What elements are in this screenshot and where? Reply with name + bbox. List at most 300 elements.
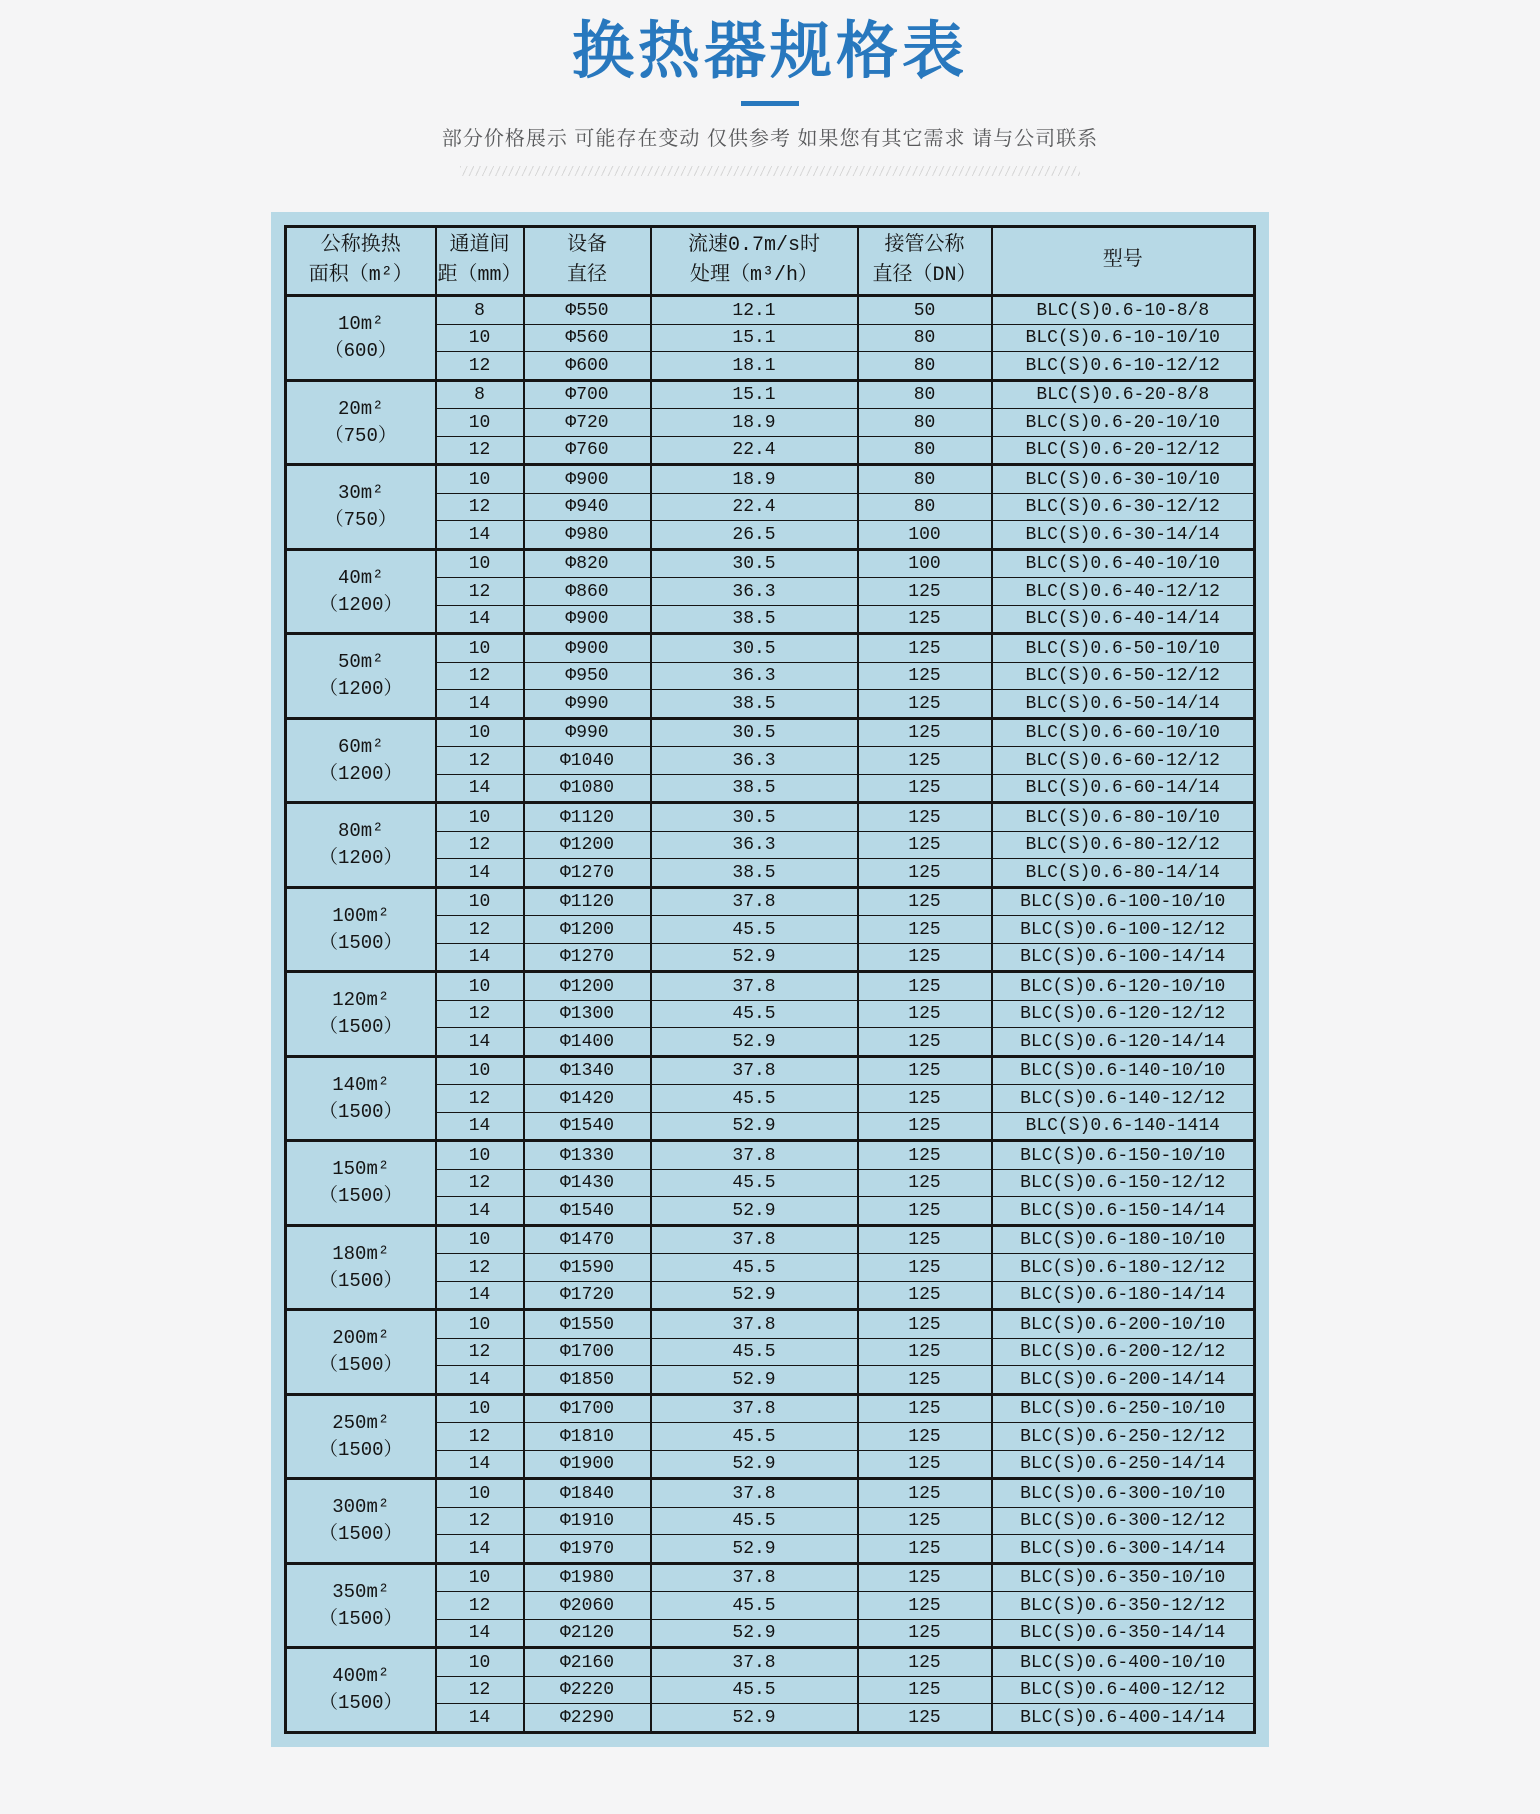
flow-cell: 52.9: [651, 1281, 858, 1310]
spacing-cell: 10: [436, 1141, 524, 1170]
dn-cell: 125: [858, 1169, 992, 1197]
model-cell: BLC(S)0.6-120-12/12: [992, 1000, 1255, 1028]
flow-cell: 45.5: [651, 1085, 858, 1113]
diameter-cell: Φ2290: [524, 1704, 651, 1733]
dn-cell: 125: [858, 943, 992, 972]
dn-cell: 80: [858, 436, 992, 465]
area-cell: 400m² （1500）: [286, 1648, 436, 1733]
model-cell: BLC(S)0.6-300-14/14: [992, 1535, 1255, 1564]
flow-cell: 18.9: [651, 409, 858, 437]
flow-cell: 37.8: [651, 1648, 858, 1677]
flow-cell: 45.5: [651, 1676, 858, 1704]
spacing-cell: 14: [436, 859, 524, 888]
dn-cell: 125: [858, 972, 992, 1001]
dn-cell: 50: [858, 296, 992, 325]
flow-cell: 52.9: [651, 1619, 858, 1648]
diameter-cell: Φ1200: [524, 972, 651, 1001]
table-row: [286, 1479, 1255, 1508]
column-header-area: 公称换热 面积（m²）: [286, 227, 436, 296]
model-cell: BLC(S)0.6-50-14/14: [992, 690, 1255, 719]
model-cell: BLC(S)0.6-30-10/10: [992, 465, 1255, 494]
table-row: [286, 1225, 1255, 1254]
dn-cell: 125: [858, 1592, 992, 1620]
diameter-cell: Φ1840: [524, 1479, 651, 1508]
area-cell: 80m² （1200）: [286, 803, 436, 888]
spacing-cell: 14: [436, 1704, 524, 1733]
flow-cell: 26.5: [651, 521, 858, 550]
dn-cell: 80: [858, 352, 992, 381]
diameter-cell: Φ990: [524, 718, 651, 747]
dn-cell: 125: [858, 803, 992, 832]
flow-cell: 45.5: [651, 1254, 858, 1282]
diameter-cell: Φ900: [524, 605, 651, 634]
area-cell: 180m² （1500）: [286, 1225, 436, 1310]
table-row: [286, 1648, 1255, 1677]
flow-cell: 45.5: [651, 1338, 858, 1366]
flow-cell: 12.1: [651, 296, 858, 325]
flow-cell: 37.8: [651, 1056, 858, 1085]
diameter-cell: Φ860: [524, 578, 651, 606]
model-cell: BLC(S)0.6-180-14/14: [992, 1281, 1255, 1310]
table-row: [286, 972, 1255, 1001]
table-row: [286, 634, 1255, 663]
model-cell: BLC(S)0.6-120-14/14: [992, 1028, 1255, 1057]
spec-table-panel: [271, 212, 1269, 1747]
spacing-cell: 12: [436, 436, 524, 465]
model-cell: BLC(S)0.6-350-14/14: [992, 1619, 1255, 1648]
dn-cell: 125: [858, 1281, 992, 1310]
area-cell: 120m² （1500）: [286, 972, 436, 1057]
spacing-cell: 12: [436, 1423, 524, 1451]
spacing-cell: 14: [436, 690, 524, 719]
dn-cell: 125: [858, 1535, 992, 1564]
diameter-cell: Φ900: [524, 634, 651, 663]
dn-cell: 125: [858, 1000, 992, 1028]
spacing-cell: 12: [436, 1338, 524, 1366]
diameter-cell: Φ1700: [524, 1338, 651, 1366]
model-cell: BLC(S)0.6-10-12/12: [992, 352, 1255, 381]
spacing-cell: 12: [436, 352, 524, 381]
diameter-cell: Φ720: [524, 409, 651, 437]
model-cell: BLC(S)0.6-20-12/12: [992, 436, 1255, 465]
flow-cell: 30.5: [651, 803, 858, 832]
flow-cell: 37.8: [651, 1563, 858, 1592]
model-cell: BLC(S)0.6-140-10/10: [992, 1056, 1255, 1085]
column-header-diameter: 设备 直径: [524, 227, 651, 296]
dn-cell: 80: [858, 409, 992, 437]
model-cell: BLC(S)0.6-400-10/10: [992, 1648, 1255, 1677]
dn-cell: 125: [858, 887, 992, 916]
dn-cell: 125: [858, 831, 992, 859]
table-row: [286, 803, 1255, 832]
diameter-cell: Φ1400: [524, 1028, 651, 1057]
diameter-cell: Φ760: [524, 436, 651, 465]
dn-cell: 125: [858, 1141, 992, 1170]
diameter-cell: Φ1270: [524, 859, 651, 888]
flow-cell: 30.5: [651, 634, 858, 663]
dn-cell: 125: [858, 662, 992, 690]
flow-cell: 37.8: [651, 1225, 858, 1254]
spacing-cell: 14: [436, 1619, 524, 1648]
spacing-cell: 12: [436, 1507, 524, 1535]
diameter-cell: Φ2220: [524, 1676, 651, 1704]
table-row: [286, 380, 1255, 409]
model-cell: BLC(S)0.6-10-10/10: [992, 324, 1255, 352]
flow-cell: 52.9: [651, 1704, 858, 1733]
diameter-cell: Φ1120: [524, 803, 651, 832]
spacing-cell: 10: [436, 549, 524, 578]
dn-cell: 125: [858, 1479, 992, 1508]
dn-cell: 100: [858, 549, 992, 578]
flow-cell: 37.8: [651, 972, 858, 1001]
model-cell: BLC(S)0.6-40-10/10: [992, 549, 1255, 578]
spacing-cell: 14: [436, 1281, 524, 1310]
table-row: [286, 1563, 1255, 1592]
model-cell: BLC(S)0.6-20-10/10: [992, 409, 1255, 437]
spacing-cell: 14: [436, 1112, 524, 1141]
flow-cell: 38.5: [651, 774, 858, 803]
dn-cell: 125: [858, 1676, 992, 1704]
model-cell: BLC(S)0.6-140-1414: [992, 1112, 1255, 1141]
flow-cell: 45.5: [651, 1000, 858, 1028]
spacing-cell: 12: [436, 831, 524, 859]
spacing-cell: 12: [436, 1000, 524, 1028]
dn-cell: 80: [858, 324, 992, 352]
diameter-cell: Φ2120: [524, 1619, 651, 1648]
area-cell: 60m² （1200）: [286, 718, 436, 803]
area-cell: 250m² （1500）: [286, 1394, 436, 1479]
area-cell: 20m² （750）: [286, 380, 436, 465]
model-cell: BLC(S)0.6-300-10/10: [992, 1479, 1255, 1508]
model-cell: BLC(S)0.6-150-12/12: [992, 1169, 1255, 1197]
model-cell: BLC(S)0.6-250-14/14: [992, 1450, 1255, 1479]
spacing-cell: 10: [436, 887, 524, 916]
diameter-cell: Φ1900: [524, 1450, 651, 1479]
spacing-cell: 14: [436, 1535, 524, 1564]
dn-cell: 125: [858, 605, 992, 634]
flow-cell: 18.1: [651, 352, 858, 381]
spacing-cell: 12: [436, 1676, 524, 1704]
diameter-cell: Φ1720: [524, 1281, 651, 1310]
spacing-cell: 14: [436, 1450, 524, 1479]
dn-cell: 125: [858, 859, 992, 888]
flow-cell: 38.5: [651, 605, 858, 634]
dn-cell: 125: [858, 1112, 992, 1141]
area-cell: 100m² （1500）: [286, 887, 436, 972]
diameter-cell: Φ1200: [524, 916, 651, 944]
spacing-cell: 10: [436, 1310, 524, 1339]
flow-cell: 52.9: [651, 1028, 858, 1057]
model-cell: BLC(S)0.6-350-10/10: [992, 1563, 1255, 1592]
flow-cell: 52.9: [651, 943, 858, 972]
dn-cell: 125: [858, 916, 992, 944]
diameter-cell: Φ1080: [524, 774, 651, 803]
dn-cell: 125: [858, 1563, 992, 1592]
diameter-cell: Φ1540: [524, 1112, 651, 1141]
model-cell: BLC(S)0.6-200-12/12: [992, 1338, 1255, 1366]
spacing-cell: 10: [436, 465, 524, 494]
model-cell: BLC(S)0.6-200-10/10: [992, 1310, 1255, 1339]
model-cell: BLC(S)0.6-40-12/12: [992, 578, 1255, 606]
area-cell: 50m² （1200）: [286, 634, 436, 719]
flow-cell: 15.1: [651, 380, 858, 409]
column-header-dn: 接管公称 直径（DN）: [858, 227, 992, 296]
table-row: [286, 1310, 1255, 1339]
flow-cell: 18.9: [651, 465, 858, 494]
diameter-cell: Φ1270: [524, 943, 651, 972]
flow-cell: 22.4: [651, 493, 858, 521]
diameter-cell: Φ1590: [524, 1254, 651, 1282]
dn-cell: 125: [858, 578, 992, 606]
model-cell: BLC(S)0.6-350-12/12: [992, 1592, 1255, 1620]
diameter-cell: Φ1970: [524, 1535, 651, 1564]
model-cell: BLC(S)0.6-250-12/12: [992, 1423, 1255, 1451]
diameter-cell: Φ990: [524, 690, 651, 719]
diameter-cell: Φ1340: [524, 1056, 651, 1085]
diameter-cell: Φ1850: [524, 1366, 651, 1395]
flow-cell: 37.8: [651, 1479, 858, 1508]
flow-cell: 37.8: [651, 1394, 858, 1423]
spacing-cell: 10: [436, 718, 524, 747]
diameter-cell: Φ1810: [524, 1423, 651, 1451]
diameter-cell: Φ820: [524, 549, 651, 578]
dn-cell: 125: [858, 634, 992, 663]
spacing-cell: 12: [436, 1169, 524, 1197]
dn-cell: 125: [858, 1056, 992, 1085]
dn-cell: 125: [858, 1394, 992, 1423]
spacing-cell: 8: [436, 296, 524, 325]
model-cell: BLC(S)0.6-100-14/14: [992, 943, 1255, 972]
flow-cell: 45.5: [651, 916, 858, 944]
dn-cell: 125: [858, 1423, 992, 1451]
flow-cell: 52.9: [651, 1366, 858, 1395]
flow-cell: 45.5: [651, 1592, 858, 1620]
model-cell: BLC(S)0.6-300-12/12: [992, 1507, 1255, 1535]
dn-cell: 80: [858, 465, 992, 494]
area-cell: 10m² （600）: [286, 296, 436, 381]
model-cell: BLC(S)0.6-20-8/8: [992, 380, 1255, 409]
model-cell: BLC(S)0.6-400-14/14: [992, 1704, 1255, 1733]
area-cell: 30m² （750）: [286, 465, 436, 550]
model-cell: BLC(S)0.6-180-10/10: [992, 1225, 1255, 1254]
flow-cell: 22.4: [651, 436, 858, 465]
table-row: [286, 465, 1255, 494]
diameter-cell: Φ980: [524, 521, 651, 550]
dn-cell: 125: [858, 718, 992, 747]
diameter-cell: Φ700: [524, 380, 651, 409]
spacing-cell: 12: [436, 1085, 524, 1113]
diameter-cell: Φ1200: [524, 831, 651, 859]
flow-cell: 45.5: [651, 1169, 858, 1197]
diameter-cell: Φ550: [524, 296, 651, 325]
flow-cell: 38.5: [651, 690, 858, 719]
column-header-model: 型号: [992, 227, 1255, 296]
diameter-cell: Φ1470: [524, 1225, 651, 1254]
page-subtitle: 部分价格展示 可能存在变动 仅供参考 如果您有其它需求 请与公司联系: [441, 128, 1099, 151]
area-cell: 140m² （1500）: [286, 1056, 436, 1141]
dn-cell: 125: [858, 1450, 992, 1479]
diameter-cell: Φ1700: [524, 1394, 651, 1423]
area-cell: 40m² （1200）: [286, 549, 436, 634]
model-cell: BLC(S)0.6-30-14/14: [992, 521, 1255, 550]
model-cell: BLC(S)0.6-80-12/12: [992, 831, 1255, 859]
spacing-cell: 10: [436, 324, 524, 352]
dn-cell: 125: [858, 1197, 992, 1226]
model-cell: BLC(S)0.6-50-12/12: [992, 662, 1255, 690]
area-cell: 300m² （1500）: [286, 1479, 436, 1564]
area-cell: 350m² （1500）: [286, 1563, 436, 1648]
diameter-cell: Φ900: [524, 465, 651, 494]
spacing-cell: 12: [436, 747, 524, 775]
model-cell: BLC(S)0.6-60-12/12: [992, 747, 1255, 775]
diameter-cell: Φ560: [524, 324, 651, 352]
spacing-cell: 14: [436, 943, 524, 972]
spacing-cell: 12: [436, 1592, 524, 1620]
diameter-cell: Φ1540: [524, 1197, 651, 1226]
spacing-cell: 10: [436, 803, 524, 832]
diameter-cell: Φ950: [524, 662, 651, 690]
column-header-spacing: 通道间 距（mm）: [436, 227, 524, 296]
dn-cell: 80: [858, 380, 992, 409]
spacing-cell: 10: [436, 1479, 524, 1508]
hatch-stripe-decoration: [460, 166, 1080, 176]
table-row: [286, 296, 1255, 325]
flow-cell: 37.8: [651, 887, 858, 916]
diameter-cell: Φ1430: [524, 1169, 651, 1197]
diameter-cell: Φ2060: [524, 1592, 651, 1620]
diameter-cell: Φ1420: [524, 1085, 651, 1113]
spacing-cell: 14: [436, 521, 524, 550]
diameter-cell: Φ940: [524, 493, 651, 521]
dn-cell: 125: [858, 1366, 992, 1395]
spacing-cell: 10: [436, 1394, 524, 1423]
dn-cell: 125: [858, 1254, 992, 1282]
area-cell: 150m² （1500）: [286, 1141, 436, 1226]
flow-cell: 36.3: [651, 747, 858, 775]
spec-table-body: [286, 296, 1255, 1733]
spec-table: [284, 225, 1256, 1734]
flow-cell: 38.5: [651, 859, 858, 888]
dn-cell: 125: [858, 1619, 992, 1648]
table-row: [286, 1394, 1255, 1423]
dn-cell: 125: [858, 1507, 992, 1535]
model-cell: BLC(S)0.6-10-8/8: [992, 296, 1255, 325]
model-cell: BLC(S)0.6-50-10/10: [992, 634, 1255, 663]
spacing-cell: 12: [436, 493, 524, 521]
dn-cell: 125: [858, 1028, 992, 1057]
spacing-cell: 10: [436, 1225, 524, 1254]
model-cell: BLC(S)0.6-40-14/14: [992, 605, 1255, 634]
spacing-cell: 14: [436, 1366, 524, 1395]
table-row: [286, 887, 1255, 916]
flow-cell: 36.3: [651, 831, 858, 859]
header-row: [286, 227, 1255, 296]
model-cell: BLC(S)0.6-30-12/12: [992, 493, 1255, 521]
model-cell: BLC(S)0.6-80-10/10: [992, 803, 1255, 832]
diameter-cell: Φ1330: [524, 1141, 651, 1170]
spacing-cell: 10: [436, 1563, 524, 1592]
spacing-cell: 14: [436, 1197, 524, 1226]
flow-cell: 45.5: [651, 1507, 858, 1535]
spacing-cell: 14: [436, 605, 524, 634]
spacing-cell: 10: [436, 409, 524, 437]
flow-cell: 30.5: [651, 718, 858, 747]
dn-cell: 100: [858, 521, 992, 550]
flow-cell: 52.9: [651, 1535, 858, 1564]
table-row: [286, 1056, 1255, 1085]
dn-cell: 80: [858, 493, 992, 521]
spacing-cell: 12: [436, 1254, 524, 1282]
flow-cell: 37.8: [651, 1310, 858, 1339]
flow-cell: 45.5: [651, 1423, 858, 1451]
model-cell: BLC(S)0.6-150-14/14: [992, 1197, 1255, 1226]
model-cell: BLC(S)0.6-180-12/12: [992, 1254, 1255, 1282]
spacing-cell: 12: [436, 662, 524, 690]
flow-cell: 36.3: [651, 662, 858, 690]
spacing-cell: 10: [436, 972, 524, 1001]
spacing-cell: 10: [436, 1056, 524, 1085]
diameter-cell: Φ2160: [524, 1648, 651, 1677]
spacing-cell: 10: [436, 634, 524, 663]
dn-cell: 125: [858, 1310, 992, 1339]
page-title: 换热器规格表: [571, 17, 968, 86]
model-cell: BLC(S)0.6-140-12/12: [992, 1085, 1255, 1113]
flow-cell: 15.1: [651, 324, 858, 352]
model-cell: BLC(S)0.6-120-10/10: [992, 972, 1255, 1001]
flow-cell: 52.9: [651, 1197, 858, 1226]
dn-cell: 125: [858, 1085, 992, 1113]
diameter-cell: Φ600: [524, 352, 651, 381]
spacing-cell: 14: [436, 1028, 524, 1057]
dn-cell: 125: [858, 690, 992, 719]
diameter-cell: Φ1040: [524, 747, 651, 775]
flow-cell: 37.8: [651, 1141, 858, 1170]
table-row: [286, 718, 1255, 747]
flow-cell: 52.9: [651, 1112, 858, 1141]
model-cell: BLC(S)0.6-150-10/10: [992, 1141, 1255, 1170]
column-header-flow: 流速0.7m/s时 处理（m³/h）: [651, 227, 858, 296]
dn-cell: 125: [858, 1225, 992, 1254]
diameter-cell: Φ1300: [524, 1000, 651, 1028]
spacing-cell: 8: [436, 380, 524, 409]
spacing-cell: 10: [436, 1648, 524, 1677]
area-cell: 200m² （1500）: [286, 1310, 436, 1395]
dn-cell: 125: [858, 774, 992, 803]
table-row: [286, 1141, 1255, 1170]
model-cell: BLC(S)0.6-60-14/14: [992, 774, 1255, 803]
flow-cell: 52.9: [651, 1450, 858, 1479]
model-cell: BLC(S)0.6-200-14/14: [992, 1366, 1255, 1395]
dn-cell: 125: [858, 747, 992, 775]
diameter-cell: Φ1550: [524, 1310, 651, 1339]
model-cell: BLC(S)0.6-80-14/14: [992, 859, 1255, 888]
flow-cell: 36.3: [651, 578, 858, 606]
flow-cell: 30.5: [651, 549, 858, 578]
spacing-cell: 12: [436, 578, 524, 606]
dn-cell: 125: [858, 1338, 992, 1366]
diameter-cell: Φ1910: [524, 1507, 651, 1535]
model-cell: BLC(S)0.6-100-12/12: [992, 916, 1255, 944]
model-cell: BLC(S)0.6-250-10/10: [992, 1394, 1255, 1423]
dn-cell: 125: [858, 1704, 992, 1733]
model-cell: BLC(S)0.6-400-12/12: [992, 1676, 1255, 1704]
dn-cell: 125: [858, 1648, 992, 1677]
model-cell: BLC(S)0.6-60-10/10: [992, 718, 1255, 747]
spacing-cell: 12: [436, 916, 524, 944]
table-row: [286, 549, 1255, 578]
diameter-cell: Φ1120: [524, 887, 651, 916]
title-divider: [741, 101, 799, 106]
